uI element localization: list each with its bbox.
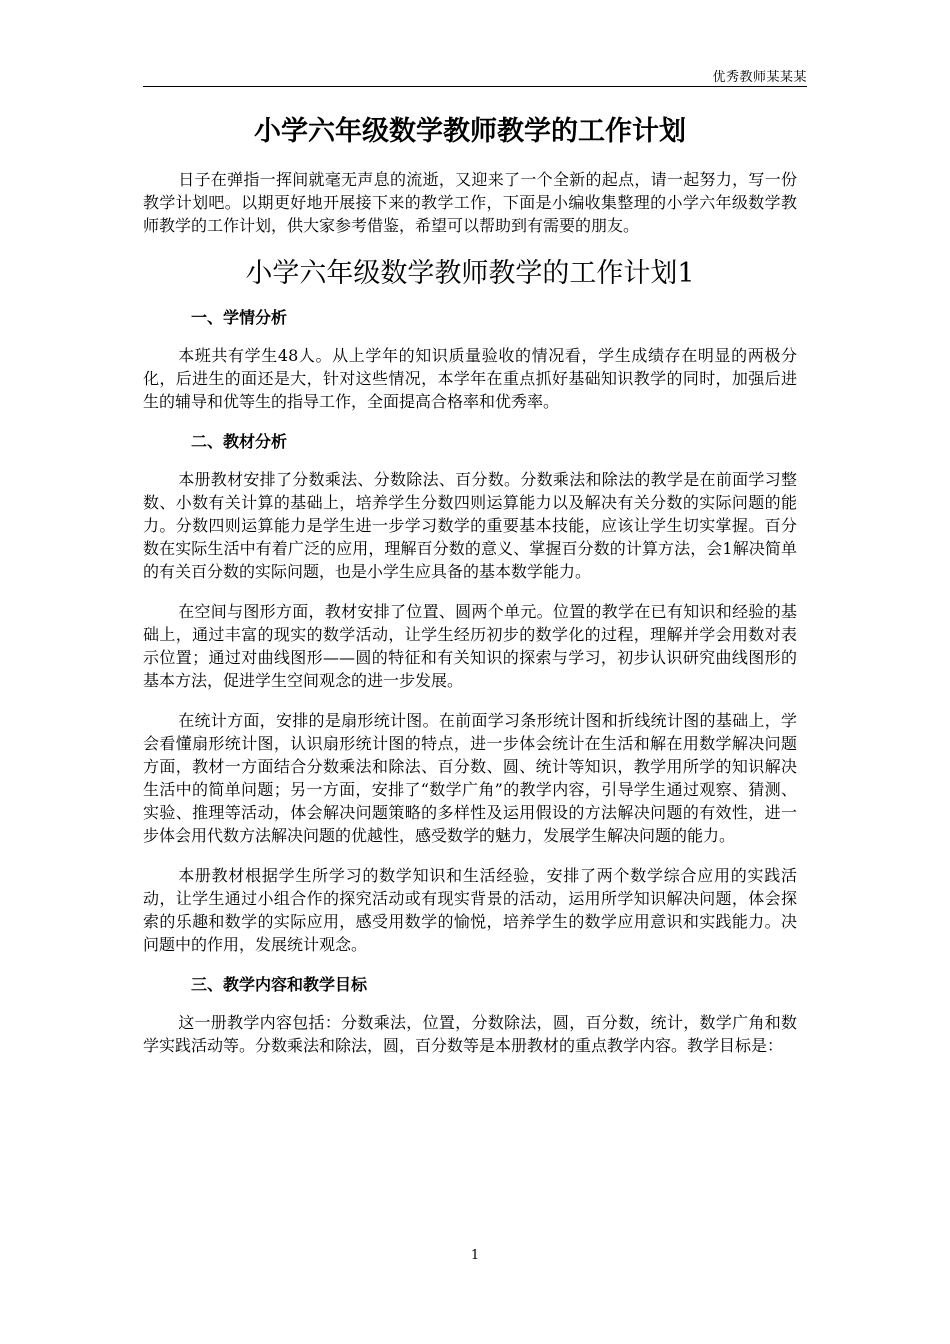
paragraph-textbook-practice: 本册教材根据学生所学习的数学知识和生活经验，安排了两个数学综合应用的实践活动，让学生通过小组合作的探究活动或有现实背景的活动，运用所学知识解决问题，体会探索的乐趣和数学的实际应用，感受用数学的愉悦，培养学生的数学应用意识和实践能力。决问题中的作用，发展统计观念。: [143, 866, 797, 954]
page-number: 1: [470, 1248, 480, 1263]
paragraph-learning-analysis: 本班共有学生48人。从上学年的知识质量验收的情况看，学生成绩存在明显的两极分化，后进生的面还是大，针对这些情况，本学年在重点抓好基础知识教学的同时，加强后进生的辅导和优等生的指导工作，全面提高合格率和优秀率。: [143, 346, 797, 411]
document-title: 小学六年级数学教师教学的工作计划: [254, 116, 686, 147]
paragraph-textbook-geometry: 在空间与图形方面，教材安排了位置、圆两个单元。位置的教学在已有知识和经验的基础上，通过丰富的现实的数学活动，让学生经历初步的数学化的过程，理解并学会用数对表示位置；通过对曲线图形——圆的特征和有关知识的探索与学习，初步认识研究曲线图形的基本方法，促进学生空间观念的进一步发展。: [143, 602, 797, 690]
heading-learning-analysis: 一、学情分析: [191, 308, 288, 327]
section-title: 小学六年级数学教师教学的工作计划1: [245, 258, 695, 289]
header-divider: [143, 86, 807, 87]
header-author: 优秀教师某某某: [712, 70, 807, 85]
heading-teaching-content: 三、教学内容和教学目标: [191, 975, 368, 994]
document-body: [143, 112, 797, 1057]
paragraph-teaching-content: 这一册教学内容包括：分数乘法，位置，分数除法，圆，百分数，统计，数学广角和数学实践活动等。分数乘法和除法，圆，百分数等是本册教材的重点教学内容。教学目标是：: [143, 1013, 797, 1055]
intro-paragraph: 日子在弹指一挥间就毫无声息的流逝，又迎来了一个全新的起点，请一起努力，写一份教学计划吧。以期更好地开展接下来的教学工作，下面是小编收集整理的小学六年级数学教师教学的工作计划，供大家参考借鉴，希望可以帮助到有需要的朋友。: [143, 170, 797, 235]
heading-textbook-analysis: 二、教材分析: [191, 432, 288, 451]
paragraph-textbook-numbers: 本册教材安排了分数乘法、分数除法、百分数。分数乘法和除法的教学是在前面学习整数、小数有关计算的基础上，培养学生分数四则运算能力以及解决有关分数的实际问题的能力。分数四则运算能力是学生进一步学习数学的重要基本技能，应该让学生切实掌握。百分数在实际生活中有着广泛的应用，理解百分数的意义、掌握百分数的计算方法，会1解决简单的有关百分数的实际问题，也是小学生应具备的基本数学能力。: [143, 470, 797, 581]
paragraph-textbook-statistics: 在统计方面，安排的是扇形统计图。在前面学习条形统计图和折线统计图的基础上，学会看懂扇形统计图，认识扇形统计图的特点，进一步体会统计在生活和解在用数学解决问题方面，教材一方面结合分数乘法和除法、百分数、圆、统计等知识，教学用所学的知识解决生活中的简单问题；另一方面，安排了“数学广角”的教学内容，引导学生通过观察、猜测、实验、推理等活动，体会解决问题策略的多样性及运用假设的方法解决问题的有效性，进一步体会用代数方法解决问题的优越性，感受数学的魅力，发展学生解决问题的能力。: [143, 711, 797, 845]
